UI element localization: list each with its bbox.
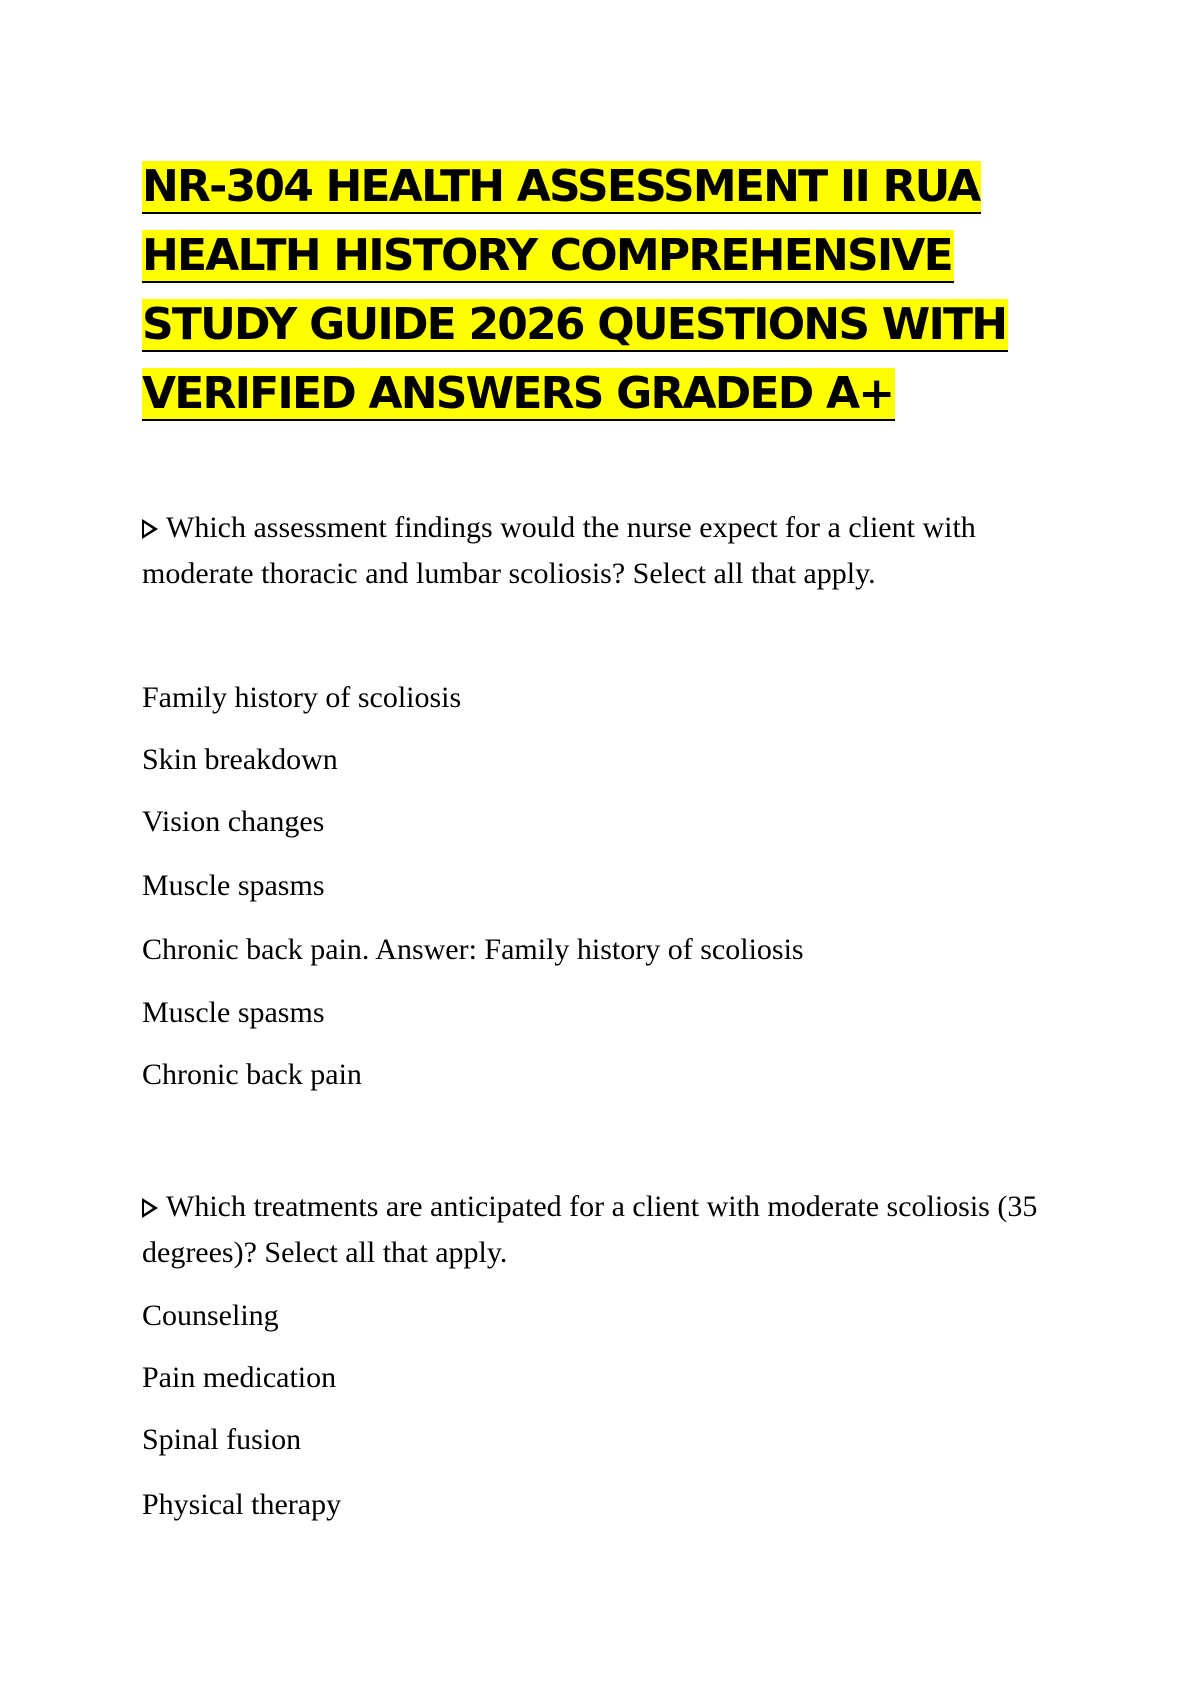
q2-line-2: Pain medication — [142, 1361, 337, 1394]
q1-line-2: Skin breakdown — [142, 743, 338, 776]
title-line: HEALTH HISTORY COMPREHENSIVE — [142, 230, 952, 281]
question-1 — [142, 505, 1062, 597]
question-1-text: Which assessment findings would the nurse expect for a client with moderate thoracic and lumbar scoliosis? Select all that apply. — [142, 511, 976, 590]
q1-line-7: Chronic back pain — [142, 1058, 362, 1091]
arrow-bullet-icon — [142, 519, 158, 539]
question-2 — [142, 1184, 1062, 1276]
q1-line-4: Muscle spasms — [142, 869, 325, 902]
q2-line-1: Counseling — [142, 1299, 279, 1332]
q1-line-5: Chronic back pain. Answer: Family history of scoliosis — [142, 933, 804, 966]
title-line: STUDY GUIDE 2026 QUESTIONS WITH — [142, 299, 1007, 350]
q1-line-1: Family history of scoliosis — [142, 681, 462, 714]
question-2-text: Which treatments are anticipated for a client with moderate scoliosis (35 degrees)? Select all that apply. — [142, 1190, 1038, 1269]
arrow-bullet-icon — [142, 1198, 158, 1218]
title-line: VERIFIED ANSWERS GRADED A+ — [142, 368, 894, 419]
q2-line-4: Physical therapy — [142, 1488, 342, 1521]
q1-line-6: Muscle spasms — [142, 996, 325, 1029]
q1-line-3: Vision changes — [142, 805, 325, 838]
q2-line-3: Spinal fusion — [142, 1423, 302, 1456]
title-line: NR-304 HEALTH ASSESSMENT II RUA — [142, 161, 980, 212]
document-title — [142, 152, 1082, 428]
